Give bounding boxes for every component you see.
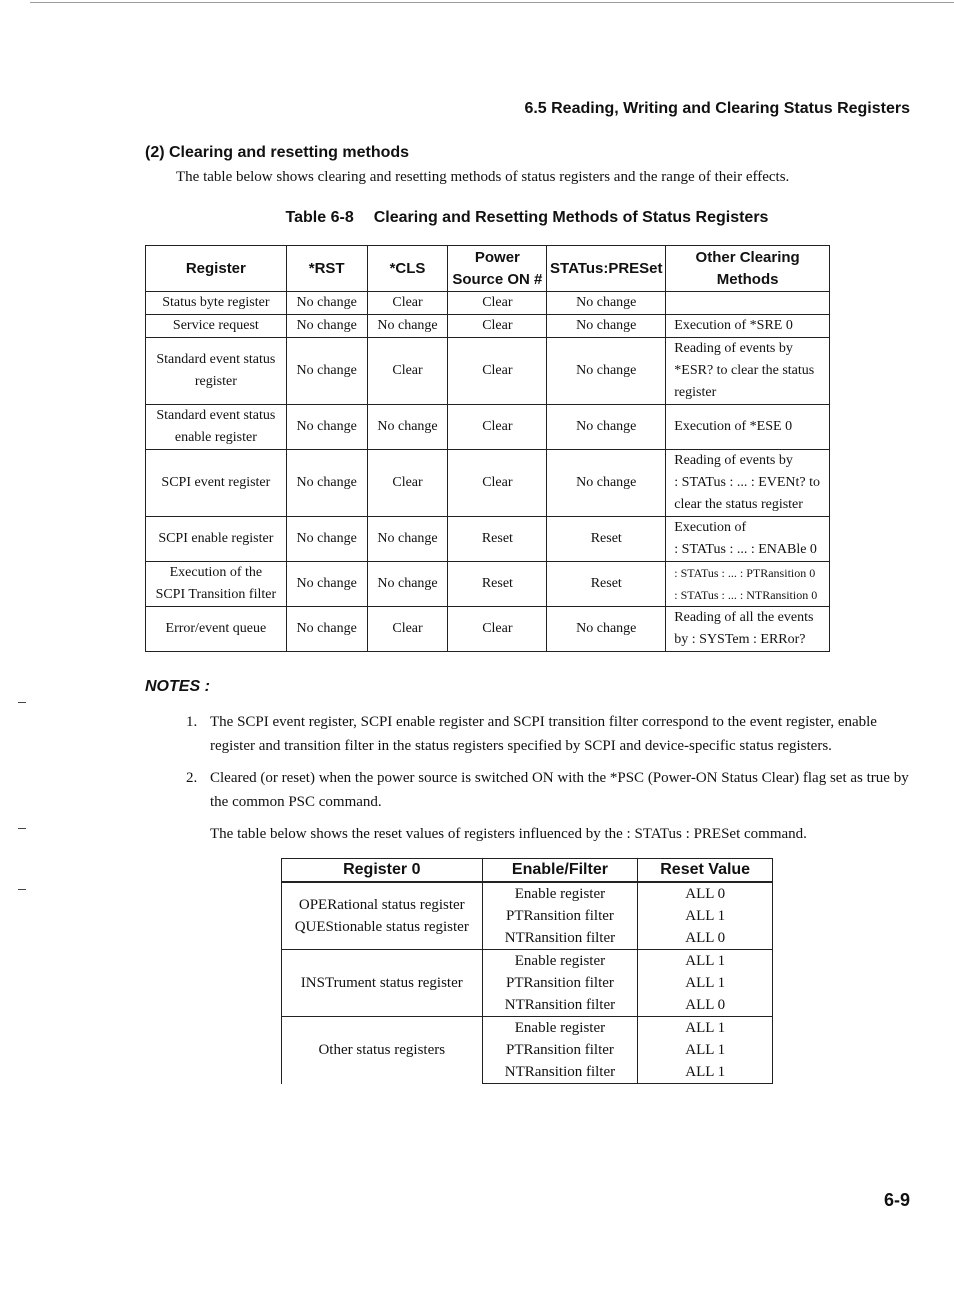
register-cell — [146, 315, 287, 338]
rst-cell: No change — [286, 338, 367, 405]
table-caption-title: Clearing and Resetting Methods of Status Registers — [373, 209, 769, 226]
column-header — [448, 246, 547, 292]
cls-cell: Clear — [367, 292, 448, 315]
column-header: Reset Value — [638, 859, 773, 883]
note-text: The SCPI event register, SCPI enable register and SCPI transition filter correspond to the event register, enable register and transition filter in the status registers specified by SCPI and device-specific status registers. — [210, 714, 877, 754]
cell-line: register — [674, 385, 717, 400]
enable-filter-cell: NTRansition filter — [482, 927, 638, 950]
other-clearing-cell — [666, 338, 830, 405]
reset-value-cell: ALL 1 — [638, 1061, 773, 1084]
power-on-cell: Reset — [448, 562, 547, 607]
cell-line: by : SYSTem : ERRor? — [674, 632, 806, 647]
note-number: 2. — [186, 770, 198, 786]
preset-cell: Reset — [547, 517, 666, 562]
table-row — [146, 405, 830, 450]
cell-line: clear the status register — [674, 497, 803, 512]
other-clearing-cell — [666, 450, 830, 517]
note-text: Cleared (or reset) when the power source is switched ON with the *PSC (Power-ON Status Clear) flag set as true by the common PSC command. — [210, 770, 909, 810]
cell-line: *ESR? to clear the status — [674, 363, 815, 378]
page-number: 6-9 — [883, 1190, 910, 1210]
cell-line: Service request — [172, 318, 259, 333]
margin-mark — [18, 702, 26, 703]
other-clearing-cell — [666, 292, 830, 315]
table-caption — [0, 209, 954, 227]
table-header-row — [146, 246, 830, 292]
cls-cell: No change — [367, 517, 448, 562]
reset-value-cell: ALL 0 — [638, 994, 773, 1017]
enable-filter-cell: PTRansition filter — [482, 905, 638, 927]
note-item — [186, 710, 915, 758]
column-header: Register 0 — [282, 859, 483, 883]
preset-cell: No change — [547, 450, 666, 517]
register-cell — [146, 607, 287, 652]
preset-cell: No change — [547, 338, 666, 405]
enable-filter-cell: PTRansition filter — [482, 1039, 638, 1061]
cell-line: Reading of events by — [674, 453, 793, 468]
cell-line: Execution of — [674, 520, 747, 535]
margin-mark — [18, 828, 26, 829]
other-clearing-cell — [666, 607, 830, 652]
cell-line: SCPI enable register — [158, 531, 274, 546]
rst-cell: No change — [286, 450, 367, 517]
cell-line: Status byte register — [162, 295, 270, 310]
cell-line: SCPI event register — [161, 475, 271, 490]
cell-line: : STATus : ... : ENABle 0 — [674, 542, 817, 557]
cell-line: Standard event status — [156, 352, 276, 367]
register-cell — [146, 292, 287, 315]
register-cell — [282, 1017, 483, 1084]
table-header-row — [282, 859, 773, 883]
column-header — [666, 246, 830, 292]
reset-value-cell: ALL 0 — [638, 927, 773, 950]
other-clearing-cell — [666, 562, 830, 607]
note-number: 1. — [186, 714, 198, 730]
cell-line: enable register — [174, 430, 257, 445]
rst-cell: No change — [286, 517, 367, 562]
other-clearing-cell — [666, 405, 830, 450]
power-on-cell: Clear — [448, 315, 547, 338]
cell-line: Standard event status — [156, 408, 276, 423]
header-line: Power — [474, 248, 520, 266]
cell-line: : STATus : ... : NTRansition 0 — [674, 588, 818, 602]
table-row — [146, 562, 830, 607]
notes-heading: NOTES : — [145, 678, 210, 695]
table-row — [282, 1017, 773, 1040]
rst-cell: No change — [286, 607, 367, 652]
column-header: STATus:PRESet — [547, 246, 666, 292]
other-clearing-cell — [666, 315, 830, 338]
enable-filter-cell: PTRansition filter — [482, 972, 638, 994]
section-title: (2) Clearing and resetting methods — [145, 144, 410, 161]
enable-filter-cell: NTRansition filter — [482, 994, 638, 1017]
rst-cell: No change — [286, 292, 367, 315]
reset-value-cell: ALL 0 — [638, 882, 773, 905]
table-row — [146, 450, 830, 517]
power-on-cell: Clear — [448, 338, 547, 405]
register-cell — [146, 562, 287, 607]
rst-cell: No change — [286, 405, 367, 450]
note-followup: The table below shows the reset values of registers influenced by the : STATus : PRESet command. — [210, 826, 807, 842]
rst-cell: No change — [286, 315, 367, 338]
cell-line: Error/event queue — [165, 621, 267, 636]
column-header: Register — [146, 246, 287, 292]
cls-cell: Clear — [367, 607, 448, 652]
table-row — [146, 338, 830, 405]
power-on-cell: Clear — [448, 607, 547, 652]
header-line: Other Clearing — [695, 248, 800, 266]
register-cell — [146, 338, 287, 405]
header-line: Methods — [716, 270, 779, 288]
register-cell — [282, 950, 483, 1017]
cell-line: Other status registers — [318, 1042, 446, 1059]
cell-line: Execution of *ESE 0 — [674, 419, 793, 434]
cell-line: : STATus : ... : EVENt? to — [674, 475, 821, 490]
power-on-cell: Clear — [448, 405, 547, 450]
note-item — [186, 766, 915, 814]
preset-cell: No change — [547, 292, 666, 315]
cls-cell: Clear — [367, 450, 448, 517]
column-header: Enable/Filter — [482, 859, 638, 883]
column-header: *RST — [286, 246, 367, 292]
reset-value-cell: ALL 1 — [638, 972, 773, 994]
reset-value-cell: ALL 1 — [638, 905, 773, 927]
margin-mark — [18, 889, 26, 890]
table-row — [146, 315, 830, 338]
power-on-cell: Reset — [448, 517, 547, 562]
table-row — [146, 292, 830, 315]
table-row — [282, 882, 773, 905]
preset-cell: Reset — [547, 562, 666, 607]
reset-value-cell: ALL 1 — [638, 1039, 773, 1061]
register-cell — [146, 450, 287, 517]
table-caption-number: Table 6-8 — [285, 209, 354, 226]
reset-value-cell: ALL 1 — [638, 950, 773, 973]
clearing-methods-table — [145, 245, 830, 652]
enable-filter-cell: Enable register — [482, 1017, 638, 1040]
cell-line: : STATus : ... : PTRansition 0 — [674, 566, 816, 580]
cell-line: OPERational status register — [298, 897, 465, 913]
cell-line: Reading of all the events — [674, 610, 814, 625]
cls-cell: No change — [367, 562, 448, 607]
header-line: Source ON # — [452, 270, 543, 288]
top-rule — [30, 2, 954, 3]
running-head: 6.5 Reading, Writing and Clearing Status Registers — [524, 100, 910, 117]
reset-value-cell: ALL 1 — [638, 1017, 773, 1040]
enable-filter-cell: Enable register — [482, 950, 638, 973]
cell-line: Reading of events by — [674, 341, 793, 356]
cell-line: Execution of *SRE 0 — [674, 318, 793, 333]
cell-line: register — [194, 374, 237, 389]
cell-line: Execution of the — [169, 565, 263, 580]
cls-cell: No change — [367, 315, 448, 338]
preset-cell: No change — [547, 315, 666, 338]
power-on-cell: Clear — [448, 450, 547, 517]
column-header: *CLS — [367, 246, 448, 292]
reset-values-table — [281, 858, 773, 1084]
cell-line: SCPI Transition filter — [155, 587, 277, 602]
cell-line: INSTrument status register — [300, 975, 463, 991]
preset-cell: No change — [547, 607, 666, 652]
cls-cell: No change — [367, 405, 448, 450]
register-cell — [282, 882, 483, 950]
cell-line: QUEStionable status register — [294, 919, 469, 935]
cls-cell: Clear — [367, 338, 448, 405]
table-row — [282, 950, 773, 973]
enable-filter-cell: NTRansition filter — [482, 1061, 638, 1084]
register-cell — [146, 405, 287, 450]
enable-filter-cell: Enable register — [482, 882, 638, 905]
register-cell — [146, 517, 287, 562]
section-intro: The table below shows clearing and resetting methods of status registers and the range of their effects. — [176, 169, 790, 185]
preset-cell: No change — [547, 405, 666, 450]
table-row — [146, 517, 830, 562]
rst-cell: No change — [286, 562, 367, 607]
power-on-cell: Clear — [448, 292, 547, 315]
table-row — [146, 607, 830, 652]
other-clearing-cell — [666, 517, 830, 562]
